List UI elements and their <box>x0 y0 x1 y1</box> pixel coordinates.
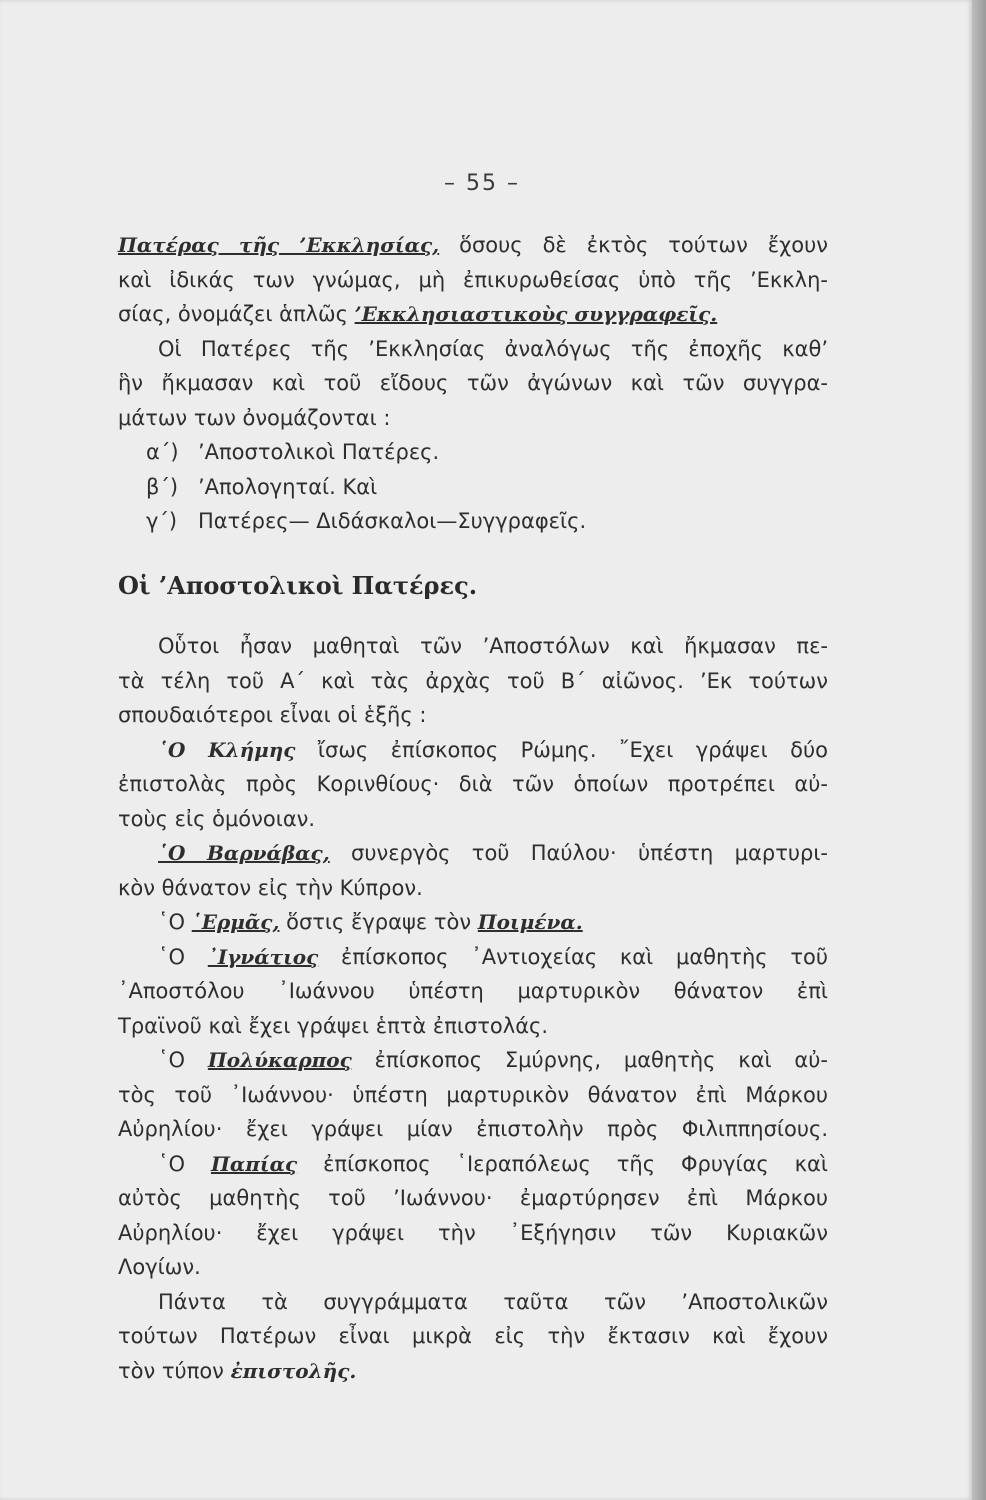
text-line <box>118 297 828 332</box>
text-span: ἴσως ἐπίσκοπος Ρώμης. ῎Εχει γράψει δύο <box>317 737 828 762</box>
text-line <box>118 1147 828 1182</box>
work-title: Ποιμένα. <box>477 910 583 934</box>
text-span: σίας, ὀνομάζει ἁπλῶς <box>118 302 348 326</box>
text-line <box>118 1354 828 1389</box>
list-label: β΄) <box>146 474 179 499</box>
text-span: τὸν τύπον <box>118 1358 224 1383</box>
list-text: ’Αποστολικοὶ Πατέρες. <box>198 440 440 464</box>
text-span: ἐπίσκοπος ῾Ιεραπόλεως τῆς Φρυγίας καὶ <box>323 1151 828 1176</box>
page-body <box>118 228 828 1388</box>
list-text: ’Απολογηταί. Καὶ <box>198 474 378 499</box>
text-span: συνεργὸς τοῦ Παύλου· ὑπέστη μαρτυρι- <box>351 841 828 865</box>
text-line: ἣν ἤκμασαν καὶ τοῦ εἴδους τῶν ἀγώνων καὶ τῶν συγγρα- <box>118 371 828 395</box>
text-span: ἐπίσκοπος Σμύρνης, μαθητὴς καὶ αὐ- <box>374 1048 828 1072</box>
text-line: μάτων των ὀνομάζονται : <box>118 405 391 430</box>
text-line: Οὗτοι ἦσαν μαθηταὶ τῶν ’Αποστόλων καὶ ἤκμασαν πε- <box>158 634 828 658</box>
text-span: ῾Ο <box>158 910 186 934</box>
person-name: ᾽Ιγνάτιος <box>207 944 319 969</box>
text-line: σπουδαιότεροι εἶναι οἱ ἑξῆς : <box>118 703 427 727</box>
text-line: Αὐρηλίου· ἔχει γράψει μίαν ἐπιστολὴν πρὸς Φιλιππησίους. <box>118 1117 828 1141</box>
person-name: ῾Ο Βαρνάβας, <box>158 841 330 865</box>
text-line <box>118 940 828 975</box>
text-line <box>118 905 828 940</box>
text-span: ὅσους δὲ ἐκτὸς τούτων ἔχουν <box>459 233 828 257</box>
list-item <box>118 504 828 539</box>
text-line: αὐτὸς μαθητὴς τοῦ ’Ιωάννου· ἐμαρτύρησεν ἐπὶ Μάρκου <box>118 1186 828 1210</box>
text-line: τὰ τέλη τοῦ Α΄ καὶ τὰς ἀρχὰς τοῦ Β΄ αἰῶνος. ’Εκ τούτων <box>118 668 828 693</box>
emphasis-term: ’Εκκλησιαστικοὺς συγγραφεῖς. <box>354 302 718 326</box>
text-line: ἐπιστολὰς πρὸς Κορινθίους· διὰ τῶν ὁποίων προτρέπει αὐ- <box>118 772 828 796</box>
text-span: ῾Ο <box>158 944 186 969</box>
text-line: Πάντα τὰ συγγράμματα ταῦτα τῶν ’Αποστολικῶν <box>158 1289 828 1314</box>
text-line <box>118 228 828 263</box>
person-name: Παπίας <box>210 1151 298 1176</box>
person-name: Πολύκαρπος <box>207 1048 352 1072</box>
page-number: – 55 – <box>444 171 520 196</box>
text-line: Οἱ Πατέρες τῆς ’Εκκλησίας ἀναλόγως τῆς ἐποχῆς καθ’ <box>158 336 828 361</box>
person-name: ῾Ερμᾶς, <box>191 910 280 934</box>
text-line: Λογίων. <box>118 1255 201 1279</box>
text-line: τούτων Πατέρων εἶναι μικρὰ εἰς τὴν ἔκτασιν καὶ ἔχουν <box>118 1324 828 1348</box>
text-line: ᾽Αποστόλου ᾽Ιωάννου ὑπέστη μαρτυρικὸν θάνατον ἐπὶ <box>118 979 828 1003</box>
text-line <box>118 1043 828 1078</box>
list-item <box>118 470 828 505</box>
text-line: τοὺς εἰς ὁμόνοιαν. <box>118 806 316 831</box>
text-line <box>118 836 828 871</box>
text-line: Αὐρηλίου· ἔχει γράψει τὴν ᾽Εξήγησιν τῶν Κυριακῶν <box>118 1220 828 1245</box>
page-edge <box>972 0 986 1500</box>
text-span: ἐπίσκοπος ᾽Αντιοχείας καὶ μαθητὴς τοῦ <box>341 944 828 969</box>
text-line: καὶ ἰδικάς των γνώμας, μὴ ἐπικυρωθείσας ὑπὸ τῆς ’Εκκλη- <box>118 267 828 292</box>
list-text: Πατέρες— Διδάσκαλοι—Συγγραφεῖς. <box>198 509 587 533</box>
text-span: ὅστις ἔγραψε τὸν <box>286 910 472 934</box>
emphasis-term: Πατέρας τῆς ’Εκκλησίας, <box>118 233 440 257</box>
section-heading: Οἱ ’Αποστολικοὶ Πατέρες. <box>118 570 478 600</box>
text-line: κὸν θάνατον εἰς τὴν Κύπρον. <box>118 875 423 900</box>
text-line: τὸς τοῦ ᾽Ιωάννου· ὑπέστη μαρτυρικὸν θάνατον ἐπὶ Μάρκου <box>118 1082 828 1107</box>
text-span: ῾Ο <box>158 1151 186 1176</box>
text-line <box>118 733 828 768</box>
list-item <box>118 435 828 470</box>
text-line: Τραϊνοῦ καὶ ἔχει γράψει ἑπτὰ ἐπιστολάς. <box>118 1013 549 1038</box>
list-label: γ΄) <box>146 509 178 533</box>
emphasis-term: ἐπιστολῆς. <box>230 1358 357 1383</box>
person-name: ῾Ο Κλήμης <box>158 737 296 762</box>
text-span: ῾Ο <box>158 1048 186 1072</box>
list-label: α΄) <box>146 440 179 464</box>
